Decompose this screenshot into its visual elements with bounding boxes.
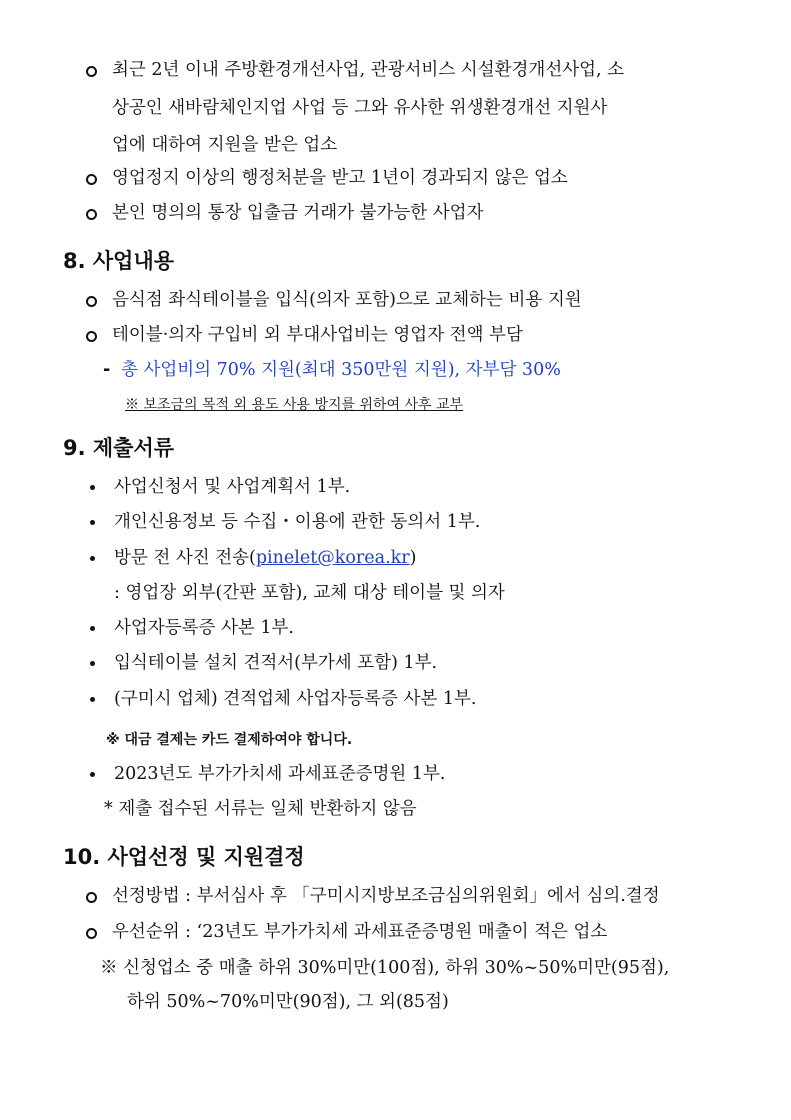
section-9-title: 9. 제출서류 [63,436,175,460]
email-link[interactable]: pinelet@korea.kr [255,548,410,568]
exclusion-item-2: 영업정지 이상의 행정처분을 받고 1년이 경과되지 않은 업소 [112,168,568,188]
doc-item-5: 입식테이블 설치 견적서(부가세 포함) 1부. [114,653,438,673]
bullet-dot-icon [90,661,95,666]
card-payment-note: ※ 대금 결제는 카드 결제하여야 합니다. [106,732,353,748]
score-note-line-2: 하위 50%~70%미만(90점), 그 외(85점) [127,992,449,1012]
circle-bullet-icon [86,296,97,307]
doc-item-2: 개인신용정보 등 수집・이용에 관한 동의서 1부. [114,512,481,532]
dash-marker: - [103,360,111,380]
bullet-dot-icon [90,697,95,702]
subsidy-usage-note: ※ 보조금의 목적 외 용도 사용 방지를 위하여 사후 교부 [125,397,464,413]
section-10-title: 10. 사업선정 및 지원결정 [63,845,305,869]
bullet-dot-icon [90,520,95,525]
doc-item-3 [114,546,416,570]
sec8-item-2: 테이블·의자 구입비 외 부대사업비는 영업자 전액 부담 [112,325,523,345]
bullet-dot-icon [90,626,95,631]
circle-bullet-icon [86,209,97,220]
doc-item-7: 2023년도 부가가치세 과세표준증명원 1부. [114,764,446,784]
bullet-dot-icon [90,485,95,490]
score-note-line-1: ※ 신청업소 중 매출 하위 30%미만(100점), 하위 30%~50%미만(95점), [100,958,670,978]
circle-bullet-icon [86,174,97,185]
sec8-item-1: 음식점 좌식테이블을 입식(의자 포함)으로 교체하는 비용 지원 [112,290,582,310]
section-8-title: 8. 사업내용 [63,249,175,273]
circle-bullet-icon [86,928,97,939]
circle-bullet-icon [86,331,97,342]
doc-item-4: 사업자등록증 사본 1부. [114,618,294,638]
doc-item-1: 사업신청서 및 사업계획서 1부. [114,477,351,497]
circle-bullet-icon [86,892,97,903]
exclusion-item-1-line-1: 최근 2년 이내 주방환경개선사업, 관광서비스 시설환경개선사업, 소 [112,60,625,80]
doc-item-3-close: ) [409,548,417,568]
exclusion-item-3: 본인 명의의 통장 입출금 거래가 불가능한 사업자 [112,203,484,223]
document-return-note: * 제출 접수된 서류는 일체 반환하지 않음 [104,799,417,819]
support-ratio-text: 총 사업비의 70% 지원(최대 350만원 지원), 자부담 30% [121,360,561,380]
exclusion-item-1-line-2: 상공인 새바람체인지업 사업 등 그와 유사한 위생환경개선 지원사 [112,98,608,118]
priority-order: 우선순위 : ‘23년도 부가가치세 과세표준증명원 매출이 적은 업소 [112,922,608,942]
doc-item-3-sub: : 영업장 외부(간판 포함), 교체 대상 테이블 및 의자 [114,583,505,603]
bullet-dot-icon [90,556,95,561]
selection-method: 선정방법 : 부서심사 후 「구미시지방보조금심의위원회」에서 심의.결정 [112,886,660,906]
bullet-dot-icon [90,772,95,777]
circle-bullet-icon [86,66,97,77]
exclusion-item-1-line-3: 업에 대하여 지원을 받은 업소 [112,135,338,155]
doc-item-6: (구미시 업체) 견적업체 사업자등록증 사본 1부. [114,689,477,709]
doc-item-3-text: 방문 전 사진 전송( [114,548,256,568]
